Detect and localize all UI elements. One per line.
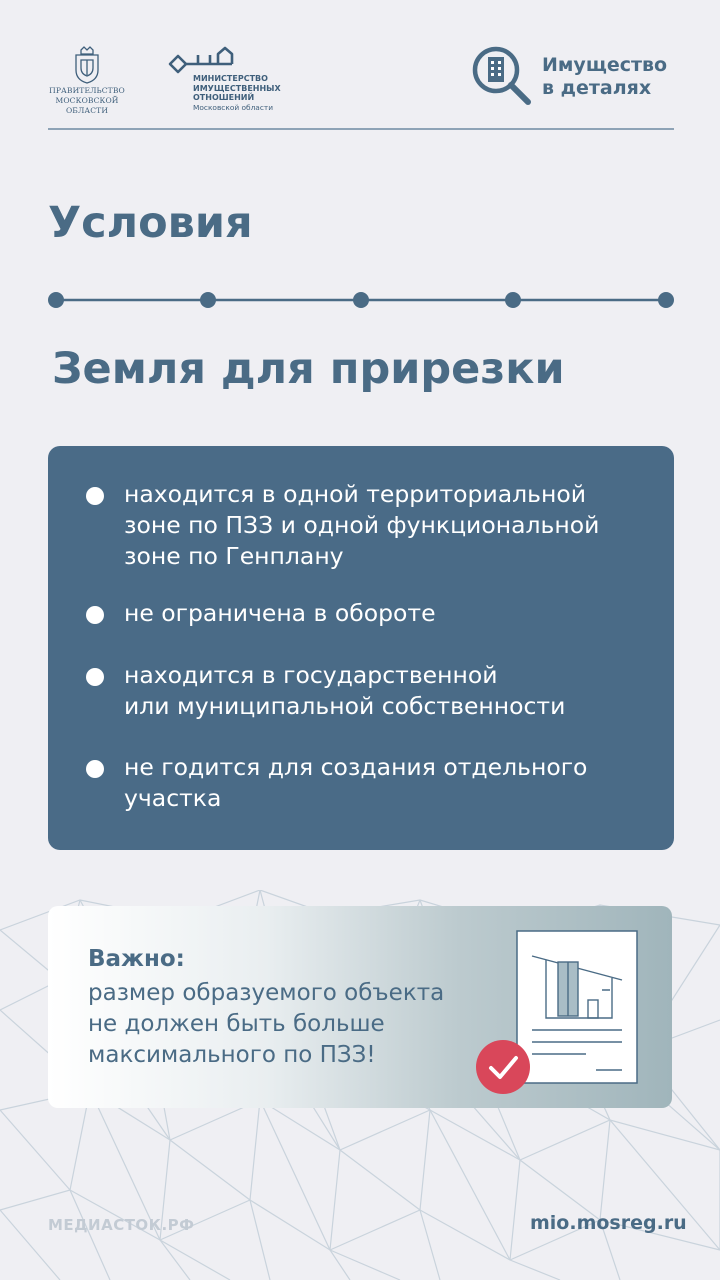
timeline-dot bbox=[505, 292, 521, 308]
important-note bbox=[48, 906, 672, 1108]
page-title: Условия bbox=[48, 198, 253, 248]
bullet-dot bbox=[86, 487, 104, 505]
important-text: размер образуемого объекта не должен быть больше максимального по ПЗЗ! bbox=[88, 980, 445, 1068]
document-house-icon bbox=[516, 930, 638, 1084]
conditions-card bbox=[48, 446, 674, 850]
condition-item: находится в государственной или муниципальной собственности bbox=[124, 661, 566, 720]
footer-source: МЕДИАСТОК.РФ bbox=[48, 1216, 195, 1234]
footer-website-link[interactable]: mio.mosreg.ru bbox=[530, 1212, 687, 1234]
condition-item: не годится для создания отдельного участка bbox=[124, 753, 588, 812]
ministry-region: Московской области bbox=[193, 103, 274, 112]
brand-title: Имущество в деталях bbox=[542, 54, 668, 99]
timeline-dot bbox=[48, 292, 64, 308]
important-title: Важно: bbox=[88, 946, 185, 972]
bullet-dot bbox=[86, 668, 104, 686]
timeline-dot bbox=[658, 292, 674, 308]
bullet-dot bbox=[86, 760, 104, 778]
government-name: ПРАВИТЕЛЬСТВО МОСКОВСКОЙ ОБЛАСТИ bbox=[49, 86, 125, 115]
condition-item: находится в одной территориальной зоне по ПЗЗ и одной функциональной зоне по Генплану bbox=[124, 480, 600, 570]
timeline-dot bbox=[353, 292, 369, 308]
coat-of-arms-icon bbox=[72, 46, 102, 84]
timeline-dot bbox=[200, 292, 216, 308]
section-subtitle: Земля для прирезки bbox=[52, 344, 565, 394]
progress-timeline bbox=[48, 290, 674, 310]
magnifier-building-icon bbox=[470, 44, 534, 108]
bullet-dot bbox=[86, 606, 104, 624]
ministry-name: МИНИСТЕРСТВО ИМУЩЕСТВЕННЫХ ОТНОШЕНИЙ bbox=[193, 74, 281, 102]
header-divider bbox=[48, 128, 674, 130]
condition-item: не ограничена в обороте bbox=[124, 599, 436, 627]
checkmark-icon bbox=[476, 1040, 530, 1094]
